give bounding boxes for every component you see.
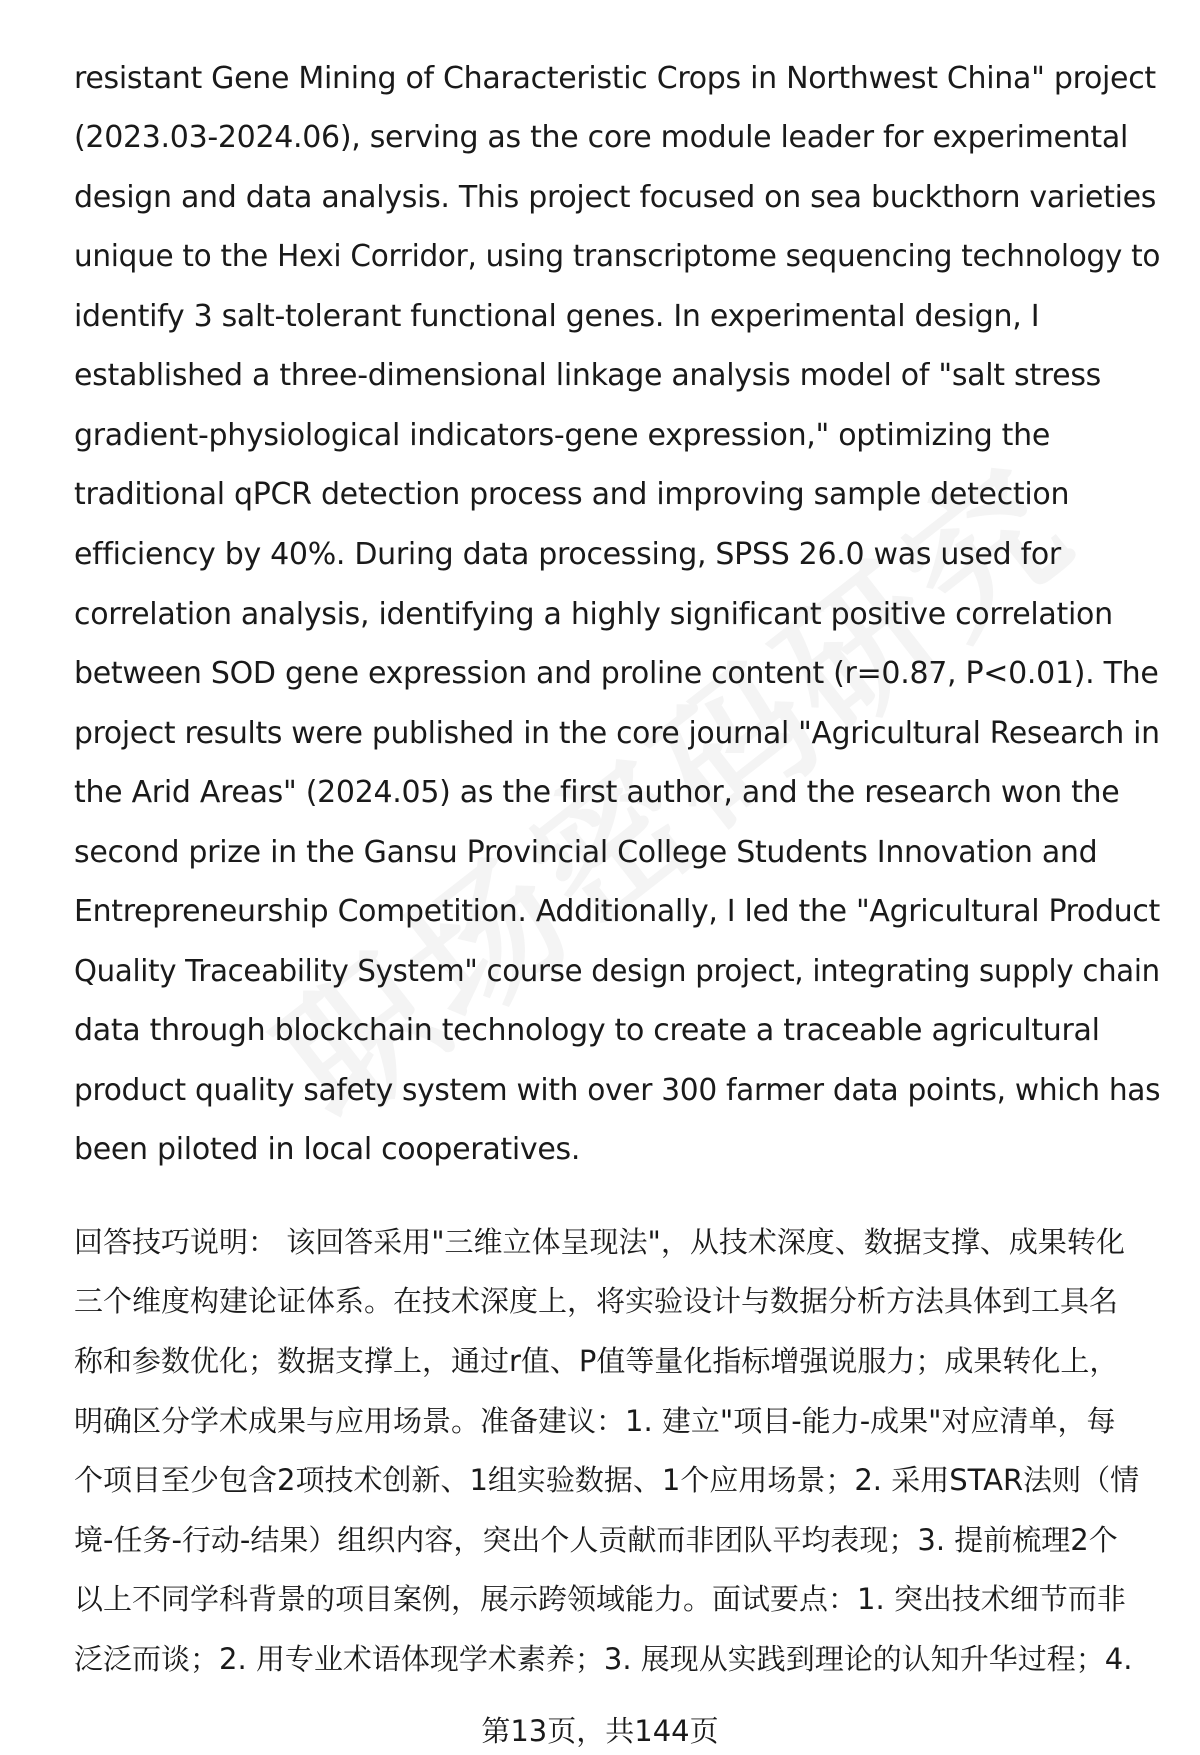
paragraph-line: established a three-dimensional linkage analysis model of "salt stress — [74, 358, 1101, 393]
paragraph-line: 境-任务-行动-结果）组织内容，突出个人贡献而非团队平均表现；3. 提前梳理2个 — [74, 1523, 1118, 1557]
paragraph-line: 明确区分学术成果与应用场景。准备建议：1. 建立"项目-能力-成果"对应清单，每 — [74, 1404, 1116, 1438]
paragraph-line: second prize in the Gansu Provincial College Students Innovation and — [74, 835, 1098, 870]
paragraph-line: 泛泛而谈；2. 用专业术语体现学术素养；3. 展现从实践到理论的认知升华过程；4. — [74, 1642, 1133, 1676]
paragraph-line: identify 3 salt-tolerant functional genes. In experimental design, I — [74, 299, 1040, 334]
paragraph-line: unique to the Hexi Corridor, using transcriptome sequencing technology to — [74, 239, 1161, 274]
paragraph-line: 称和参数优化；数据支撑上，通过r值、P值等量化指标增强说服力；成果转化上， — [74, 1344, 1119, 1378]
paragraph-line: 以上不同学科背景的项目案例，展示跨领域能力。面试要点：1. 突出技术细节而非 — [74, 1582, 1126, 1616]
paragraph-line: Entrepreneurship Competition. Additionally, I led the "Agricultural Product — [74, 894, 1160, 929]
paragraph-line: Quality Traceability System" course design project, integrating supply chain — [74, 954, 1160, 989]
paragraph-line: between SOD gene expression and proline content (r=0.87, P<0.01). The — [74, 656, 1159, 691]
paragraph-line: project results were published in the core journal "Agricultural Research in — [74, 716, 1160, 751]
paragraph-line: 三个维度构建论证体系。在技术深度上，将实验设计与数据分析方法具体到工具名 — [74, 1284, 1119, 1318]
paragraph-line: 个项目至少包含2项技术创新、1组实验数据、1个应用场景；2. 采用STAR法则（情 — [74, 1463, 1140, 1497]
paragraph-line: design and data analysis. This project focused on sea buckthorn varieties — [74, 180, 1157, 215]
paragraph-line: product quality safety system with over 300 farmer data points, which has — [74, 1073, 1161, 1108]
paragraph-line: data through blockchain technology to create a traceable agricultural — [74, 1013, 1100, 1048]
paragraph-line: resistant Gene Mining of Characteristic Crops in Northwest China" project — [74, 61, 1156, 96]
paragraph-line: correlation analysis, identifying a highly significant positive correlation — [74, 597, 1113, 632]
paragraph-line: traditional qPCR detection process and improving sample detection — [74, 477, 1070, 512]
paragraph-line: efficiency by 40%. During data processing, SPSS 26.0 was used for — [74, 537, 1061, 572]
paragraph-line: 回答技巧说明： 该回答采用"三维立体呈现法"，从技术深度、数据支撑、成果转化 — [74, 1225, 1125, 1259]
paragraph-line: been piloted in local cooperatives. — [74, 1132, 581, 1167]
paragraph-line: the Arid Areas" (2024.05) as the first author, and the research won the — [74, 775, 1120, 810]
page-number: 第13页，共144页 — [481, 1714, 719, 1748]
paragraph-line: gradient-physiological indicators-gene expression," optimizing the — [74, 418, 1051, 453]
paragraph-line: (2023.03-2024.06), serving as the core module leader for experimental — [74, 120, 1128, 155]
